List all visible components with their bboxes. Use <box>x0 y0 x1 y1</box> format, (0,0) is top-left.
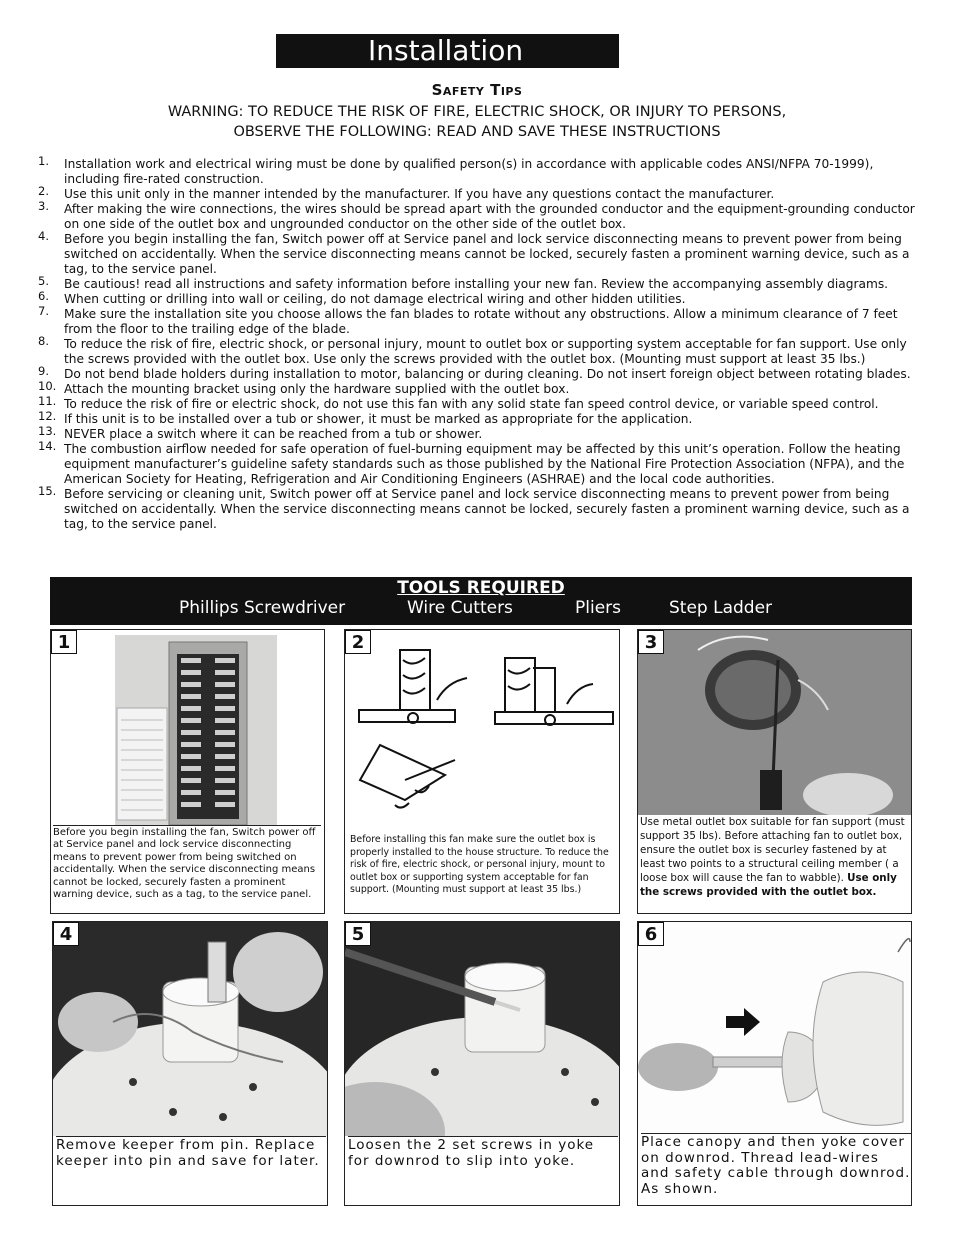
tip-text: Use this unit only in the manner intended by the manufacturer. If you have any questions contact the manufacturer. <box>64 187 775 201</box>
tip-item <box>38 424 924 442</box>
motor-yoke-keeper-photo <box>53 922 328 1136</box>
tip-number: 9. <box>38 364 49 378</box>
tip-text: Do not bend blade holders during installation to motor, balancing or during cleaning. Do not insert foreign object between rotating blades. <box>64 367 911 381</box>
tool-pliers: Pliers <box>575 598 622 618</box>
step-number: 6 <box>638 922 664 946</box>
safety-tips-list <box>38 154 924 532</box>
canopy-downrod-photo <box>638 922 912 1132</box>
breaker-panel-illustration <box>51 630 325 825</box>
tools-required-bar <box>50 577 912 625</box>
tip-text: Installation work and electrical wiring must be done by qualified person(s) in accordance with applicable codes ANSI/NFPA 70-1999), including fire-rated construction. <box>64 157 874 186</box>
tip-number: 5. <box>38 274 49 288</box>
tip-item <box>38 304 924 337</box>
tip-text: If this unit is to be installed over a tub or shower, it must be marked as appropriate for the application. <box>64 412 693 426</box>
tip-item <box>38 364 924 382</box>
step-3-panel <box>637 629 912 914</box>
outlet-box-mounting-diagram <box>345 630 620 830</box>
yoke-set-screws-photo <box>345 922 620 1136</box>
tip-item <box>38 484 924 532</box>
step-caption-emphasis: Use only the screws provided with the outlet box. <box>640 872 897 898</box>
step-caption <box>640 815 908 899</box>
tip-item <box>38 199 924 232</box>
tip-number: 8. <box>38 334 49 348</box>
tool-phillips-screwdriver: Phillips Screwdriver <box>179 598 346 618</box>
tip-item <box>38 229 924 277</box>
tip-number: 4. <box>38 229 49 243</box>
tools-required-title: TOOLS REQUIRED <box>397 578 565 598</box>
tip-text: Make sure the installation site you choose allows the fan blades to rotate without any obstructions. Allow a minimum clearance of 7 feet from the floor to the trailing edge of the blade. <box>64 307 898 336</box>
step-2-panel <box>344 629 620 914</box>
step-number: 4 <box>53 922 79 946</box>
tip-item <box>38 379 924 397</box>
tip-number: 11. <box>38 394 57 408</box>
tip-number: 6. <box>38 289 49 303</box>
tip-item <box>38 154 924 187</box>
page-title: Installation <box>276 34 619 68</box>
step-1-panel <box>50 629 325 914</box>
step-caption: Before you begin installing the fan, Switch power off at Service panel and lock service disconnecting means to prevent power from being switched on accidentally. When the service disconnecting means cannot be locked, securely fasten a prominent warning device, such as a tag, to the service panel. <box>53 825 321 901</box>
step-number: 1 <box>51 630 77 654</box>
warning-line-1: WARNING: TO REDUCE THE RISK OF FIRE, ELECTRIC SHOCK, OR INJURY TO PERSONS, <box>167 104 787 120</box>
step-5-panel <box>344 921 620 1206</box>
tip-text: NEVER place a switch where it can be reached from a tub or shower. <box>64 427 483 441</box>
tip-text: After making the wire connections, the wires should be spread apart with the grounded conductor and the equipment-grounding conductor on one side of the outlet box and ungrounded conductor on the other side of the outlet box. <box>64 202 915 231</box>
tip-item <box>38 289 924 307</box>
step-4-panel <box>52 921 328 1206</box>
tip-text: When cutting or drilling into wall or ceiling, do not damage electrical wiring and other hidden utilities. <box>64 292 686 306</box>
tip-text: Before servicing or cleaning unit, Switch power off at Service panel and lock service disconnecting means to prevent power from being switched on accidentally. When the service disconnecting means cannot be locked, securely fasten a prominent warning device, such as a tag, to the service panel. <box>64 487 910 531</box>
tip-number: 1. <box>38 154 49 168</box>
step-caption: Remove keeper from pin. Replace keeper into pin and save for later. <box>56 1136 326 1169</box>
step-6-panel <box>637 921 912 1206</box>
tip-number: 3. <box>38 199 49 213</box>
step-caption: Loosen the 2 set screws in yoke for downrod to slip into yoke. <box>348 1136 618 1169</box>
step-caption-text: Use metal outlet box suitable for fan support (must support 35 lbs). Before attaching fan to outlet box, ensure the outlet box is securley fastened by at least two points to a structural ceiling member ( a loose box will cause the fan to wabble). <box>640 816 905 884</box>
tip-text: To reduce the risk of fire or electric shock, do not use this fan with any solid state fan speed control device, or variable speed control. <box>64 397 879 411</box>
step-number: 5 <box>345 922 371 946</box>
tip-item <box>38 439 924 487</box>
metal-outlet-box-photo <box>638 630 912 815</box>
tip-number: 2. <box>38 184 49 198</box>
step-caption: Place canopy and then yoke cover on downrod. Thread lead-wires and safety cable through downrod. As shown. <box>641 1134 911 1197</box>
tip-item <box>38 274 924 292</box>
tip-item <box>38 334 924 367</box>
safety-tips-heading: Safety Tips <box>431 81 523 99</box>
tip-text: Before you begin installing the fan, Switch power off at Service panel and lock service disconnecting means to prevent power from being switched on accidentally. When the service disconnecting means cannot be locked, securely fasten a prominent warning device, such as a tag, to the service panel. <box>64 232 910 276</box>
step-number: 2 <box>345 630 371 654</box>
tip-item <box>38 184 924 202</box>
tip-number: 15. <box>38 484 57 498</box>
tip-item <box>38 409 924 427</box>
tool-wire-cutters: Wire Cutters <box>407 598 513 618</box>
tip-number: 7. <box>38 304 49 318</box>
tip-text: Be cautious! read all instructions and safety information before installing your new fan. Review the accompanying assembly diagrams. <box>64 277 889 291</box>
tip-text: To reduce the risk of fire, electric shock, or personal injury, mount to outlet box or supporting system acceptable for fan support. Use only the screws provided with the outlet box. Use only the screws provided with the outlet box. (Mounting must support at least 35 lbs.) <box>64 337 907 366</box>
tip-number: 12. <box>38 409 57 423</box>
tool-step-ladder: Step Ladder <box>669 598 773 618</box>
step-caption: Before installing this fan make sure the outlet box is properly installed to the house structure. To reduce the risk of fire, electric shock, or personal injury, mount to outlet box or supporting system acceptable for fan support. (Mounting must support at least 35 lbs.) <box>350 834 609 896</box>
tip-text: Attach the mounting bracket using only the hardware supplied with the outlet box. <box>64 382 570 396</box>
tip-number: 13. <box>38 424 57 438</box>
tip-text: The combustion airflow needed for safe operation of fuel-burning equipment may be affected by this unit’s operation. Follow the heating equipment manufacturer’s guideline safety standards such as those published by the National Fire Protection Association (NFPA), and the American Society for Heating, Refrigeration and Air Conditioning Engineers (ASHRAE) and the local code authorities. <box>64 442 905 486</box>
tip-item <box>38 394 924 412</box>
tip-number: 10. <box>38 379 57 393</box>
step-number: 3 <box>638 630 664 654</box>
tip-number: 14. <box>38 439 57 453</box>
warning-line-2: OBSERVE THE FOLLOWING: READ AND SAVE THESE INSTRUCTIONS <box>233 124 721 140</box>
